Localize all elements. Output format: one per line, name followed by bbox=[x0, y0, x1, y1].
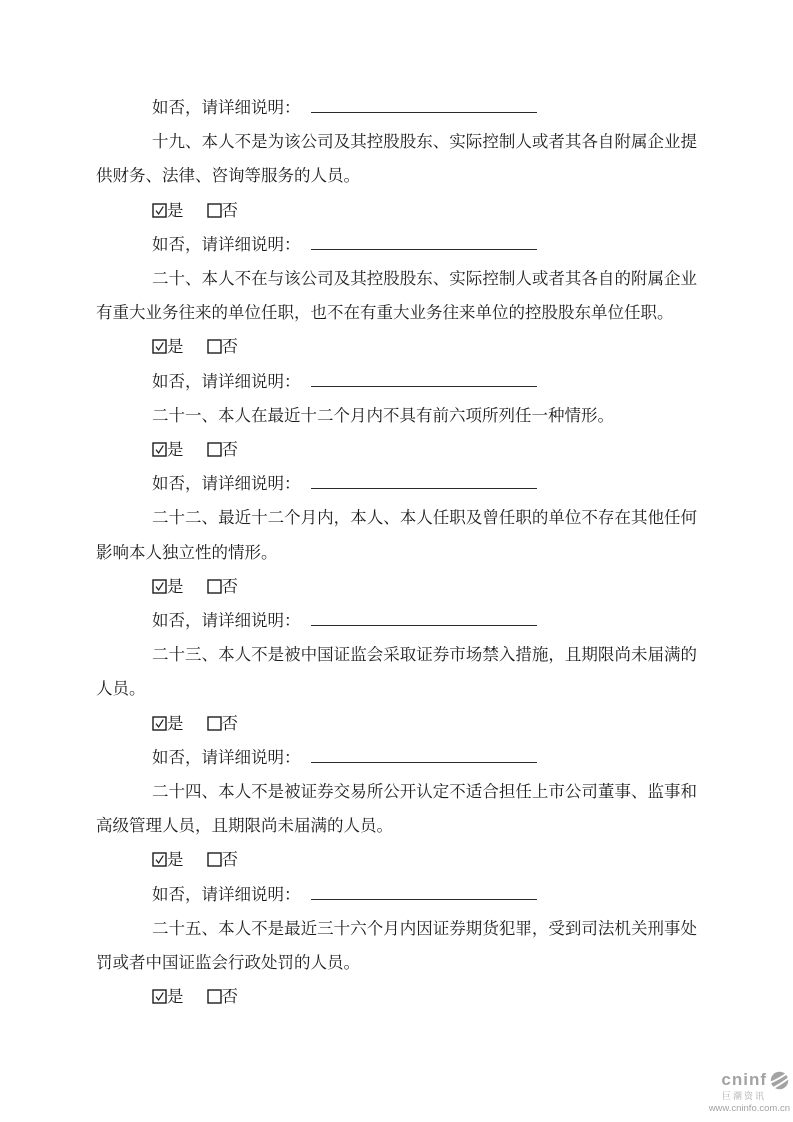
checkbox-checked-icon bbox=[152, 852, 167, 867]
yes-label: 是 bbox=[167, 713, 184, 733]
yes-label: 是 bbox=[167, 200, 184, 220]
detail-row bbox=[96, 604, 697, 638]
answer-row bbox=[96, 433, 697, 467]
item-statement: 本人在最近十二个月内不具有前六项所列任一种情形。 bbox=[218, 405, 614, 425]
detail-prompt: 如否，请详细说明： bbox=[152, 371, 301, 391]
item-number: 二十四、 bbox=[152, 782, 219, 802]
detail-prompt: 如否，请详细说明： bbox=[152, 234, 301, 254]
detail-blank-line bbox=[311, 607, 537, 626]
answer-row bbox=[96, 330, 697, 364]
checkbox-unchecked-icon bbox=[207, 339, 222, 354]
statement-paragraph bbox=[96, 775, 697, 843]
statement-paragraph bbox=[96, 912, 697, 980]
no-label: 否 bbox=[221, 713, 238, 733]
statement-paragraph bbox=[96, 501, 697, 569]
no-label: 否 bbox=[221, 576, 238, 596]
statement-paragraph bbox=[96, 125, 697, 193]
detail-row bbox=[96, 91, 697, 125]
detail-row bbox=[96, 741, 697, 775]
statement-paragraph bbox=[96, 638, 697, 706]
detail-row bbox=[96, 467, 697, 501]
item-statement: 本人不是被中国证监会采取证券市场禁入措施，且期限尚未届满的人员。 bbox=[96, 645, 697, 699]
no-label: 否 bbox=[221, 987, 238, 1007]
detail-row bbox=[96, 365, 697, 399]
cninfo-brand: cninf bbox=[721, 1069, 767, 1089]
detail-prompt: 如否，请详细说明： bbox=[152, 98, 301, 117]
checkbox-unchecked-icon bbox=[207, 989, 222, 1004]
checkbox-unchecked-icon bbox=[207, 852, 222, 867]
cninfo-swirl-icon bbox=[769, 1070, 790, 1091]
item-number: 十九、 bbox=[152, 132, 202, 152]
item-statement: 本人不是被证券交易所公开认定不适合担任上市公司董事、监事和高级管理人员，且期限尚未届满的人员。 bbox=[96, 782, 697, 836]
item-statement: 本人不是最近三十六个月内因证券期货犯罪，受到司法机关刑事处罚或者中国证监会行政处罚的人员。 bbox=[96, 918, 697, 973]
checkbox-checked-icon bbox=[152, 989, 167, 1004]
item-number: 二十五、 bbox=[152, 918, 219, 938]
yes-label: 是 bbox=[167, 987, 184, 1007]
detail-blank-line bbox=[311, 881, 537, 900]
no-label: 否 bbox=[221, 850, 238, 870]
detail-prompt: 如否，请详细说明： bbox=[152, 611, 301, 631]
item-statement: 本人不在与该公司及其控股股东、实际控制人或者其各自的附属企业有重大业务往来的单位任职，也不在有重大业务往来单位的控股股东单位任职。 bbox=[96, 269, 697, 323]
detail-blank-line bbox=[311, 744, 537, 763]
item-number: 二十一、 bbox=[152, 405, 218, 425]
checkbox-unchecked-icon bbox=[207, 716, 222, 731]
yes-label: 是 bbox=[167, 337, 184, 357]
cninfo-logo bbox=[672, 1070, 790, 1114]
checkbox-checked-icon bbox=[152, 339, 167, 354]
no-label: 否 bbox=[221, 200, 238, 220]
checkbox-unchecked-icon bbox=[207, 579, 222, 594]
detail-row bbox=[96, 228, 697, 262]
cninfo-brand-cn: 巨潮资讯 bbox=[721, 1090, 766, 1101]
item-number: 二十三、 bbox=[152, 645, 219, 665]
answer-row bbox=[96, 194, 697, 228]
yes-label: 是 bbox=[167, 440, 184, 460]
detail-blank-line bbox=[311, 470, 537, 489]
item-number: 二十、 bbox=[152, 269, 202, 289]
detail-row bbox=[96, 878, 697, 912]
yes-label: 是 bbox=[167, 576, 184, 596]
checkbox-unchecked-icon bbox=[207, 203, 222, 218]
yes-label: 是 bbox=[167, 850, 184, 870]
answer-row bbox=[96, 843, 697, 877]
item-statement: 本人不是为该公司及其控股股东、实际控制人或者其各自附属企业提供财务、法律、咨询等服务的人员。 bbox=[96, 132, 697, 186]
detail-prompt: 如否，请详细说明： bbox=[152, 747, 301, 767]
answer-row bbox=[96, 570, 697, 604]
no-label: 否 bbox=[221, 440, 238, 460]
no-label: 否 bbox=[221, 337, 238, 357]
statement-paragraph bbox=[96, 399, 697, 433]
item-number: 二十二、 bbox=[152, 508, 219, 528]
checkbox-unchecked-icon bbox=[207, 442, 222, 457]
checkbox-checked-icon bbox=[152, 442, 167, 457]
checkbox-checked-icon bbox=[152, 579, 167, 594]
detail-prompt: 如否，请详细说明： bbox=[152, 884, 301, 904]
answer-row bbox=[96, 707, 697, 741]
checkbox-checked-icon bbox=[152, 203, 167, 218]
detail-blank-line bbox=[311, 368, 537, 387]
detail-blank-line bbox=[311, 94, 537, 113]
cninfo-url: www.cninfo.com.cn bbox=[708, 1102, 790, 1114]
answer-row bbox=[96, 980, 697, 1014]
detail-blank-line bbox=[311, 231, 537, 250]
item-statement: 最近十二个月内，本人、本人任职及曾任职的单位不存在其他任何影响本人独立性的情形。 bbox=[96, 508, 697, 562]
checkbox-checked-icon bbox=[152, 716, 167, 731]
statement-paragraph bbox=[96, 262, 697, 330]
document-body bbox=[96, 91, 697, 1014]
detail-prompt: 如否，请详细说明： bbox=[152, 474, 301, 494]
